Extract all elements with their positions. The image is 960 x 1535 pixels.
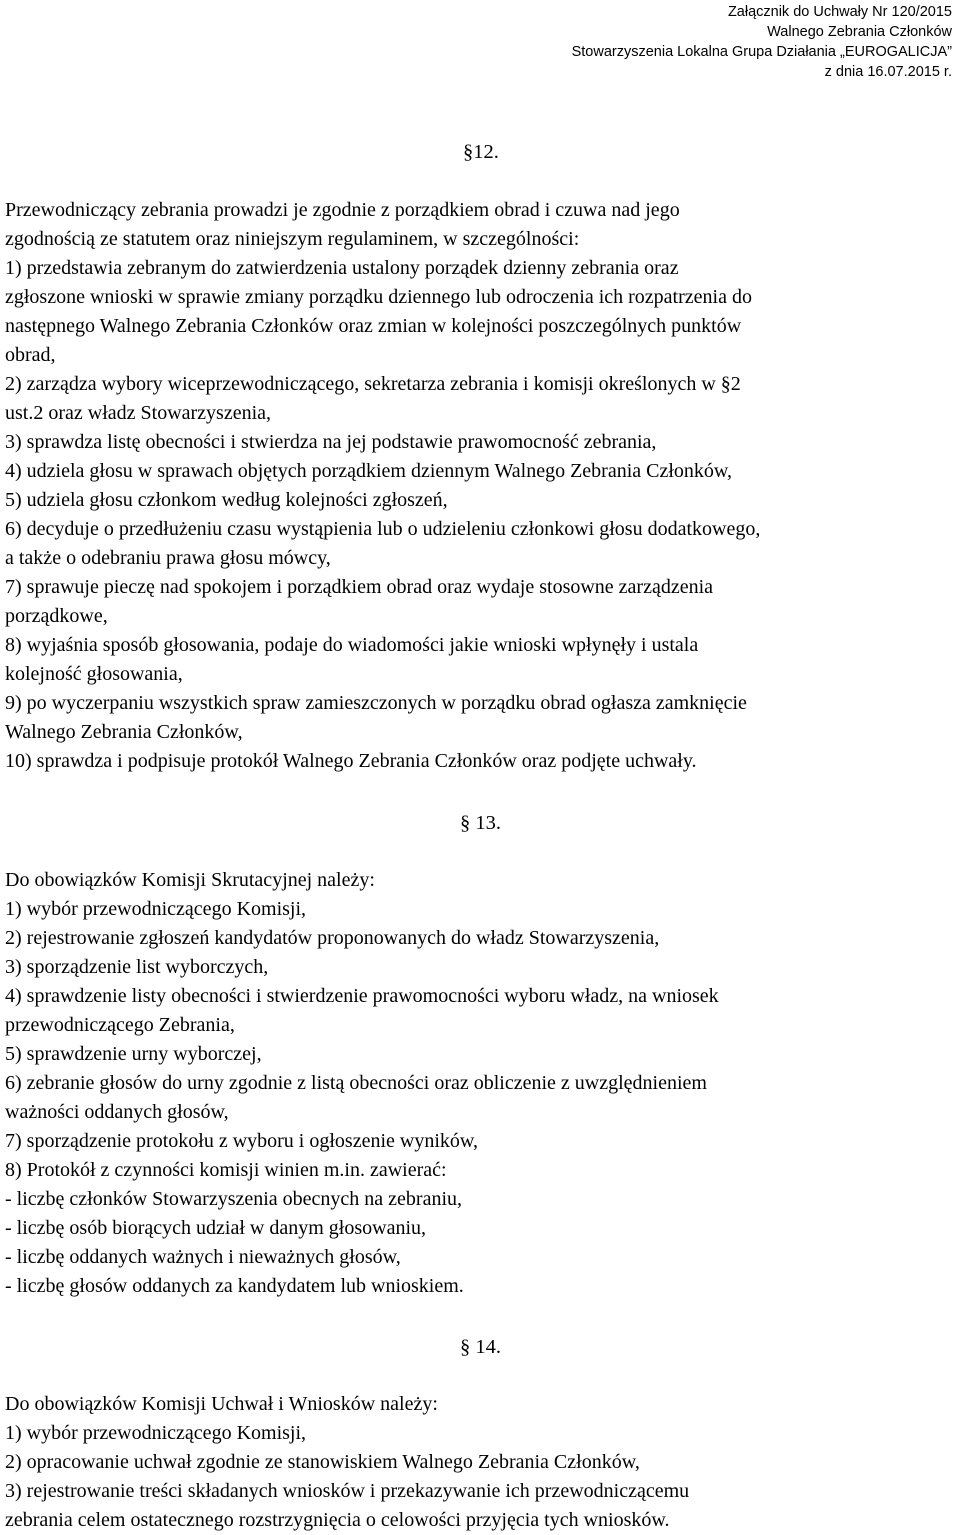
section-title-13: § 13. bbox=[460, 812, 501, 834]
text-line: 5) udziela głosu członkom według kolejności zgłoszeń, bbox=[5, 489, 448, 511]
text-line: 2) opracowanie uchwał zgodnie ze stanowiskiem Walnego Zebrania Członków, bbox=[5, 1451, 640, 1473]
text-line: 1) wybór przewodniczącego Komisji, bbox=[5, 898, 307, 920]
text-line: 4) sprawdzenie listy obecności i stwierdzenie prawomocności wyboru władz, na wniosek bbox=[5, 985, 719, 1007]
text-line: 9) po wyczerpaniu wszystkich spraw zamieszczonych w porządku obrad ogłasza zamknięcie bbox=[5, 692, 747, 714]
text-line: ważności oddanych głosów, bbox=[5, 1101, 229, 1123]
text-line: 6) zebranie głosów do urny zgodnie z listą obecności oraz obliczenie z uwzględnieniem bbox=[5, 1072, 707, 1094]
text-line: 3) sporządzenie list wyborczych, bbox=[5, 956, 269, 978]
text-line: porządkowe, bbox=[5, 605, 108, 627]
section-13-text bbox=[5, 866, 955, 1301]
text-line: 8) wyjaśnia sposób głosowania, podaje do wiadomości jakie wnioski wpłynęły i ustala bbox=[5, 634, 699, 656]
text-line: 3) rejestrowanie treści składanych wniosków i przekazywanie ich przewodniczącemu bbox=[5, 1480, 690, 1502]
text-line: zebrania celem ostatecznego rozstrzygnięcia o celowości przyjęcia tych wniosków. bbox=[5, 1509, 670, 1531]
text-line: 7) sprawuje pieczę nad spokojem i porządkiem obrad oraz wydaje stosowne zarządzenia bbox=[5, 576, 714, 598]
header-line: Stowarzyszenia Lokalna Grupa Działania „EUROGALICJA” bbox=[571, 44, 952, 60]
text-line: przewodniczącego Zebrania, bbox=[5, 1014, 235, 1036]
text-line: 4) udziela głosu w sprawach objętych porządkiem dziennym Walnego Zebrania Członków, bbox=[5, 460, 733, 482]
text-line: Do obowiązków Komisji Skrutacyjnej należy: bbox=[5, 869, 375, 891]
header-line: z dnia 16.07.2015 r. bbox=[824, 64, 952, 80]
text-line: - liczbę osób biorących udział w danym głosowaniu, bbox=[5, 1217, 426, 1239]
section-12-text bbox=[5, 196, 955, 776]
text-line: zgłoszone wnioski w sprawie zmiany porządku dziennego lub odroczenia ich rozpatrzenia do bbox=[5, 286, 752, 308]
text-line: 6) decyduje o przedłużeniu czasu wystąpienia lub o udzieleniu członkowi głosu dodatkowego, bbox=[5, 518, 761, 540]
text-line: 2) rejestrowanie zgłoszeń kandydatów proponowanych do władz Stowarzyszenia, bbox=[5, 927, 660, 949]
text-line: - liczbę członków Stowarzyszenia obecnych na zebraniu, bbox=[5, 1188, 463, 1210]
text-line: 7) sporządzenie protokołu z wyboru i ogłoszenie wyników, bbox=[5, 1130, 479, 1152]
section-title-14: § 14. bbox=[460, 1336, 501, 1358]
text-line: 5) sprawdzenie urny wyborczej, bbox=[5, 1043, 262, 1065]
text-line: - liczbę głosów oddanych za kandydatem lub wnioskiem. bbox=[5, 1275, 464, 1297]
text-line: 1) wybór przewodniczącego Komisji, bbox=[5, 1422, 307, 1444]
text-line: ust.2 oraz władz Stowarzyszenia, bbox=[5, 402, 272, 424]
text-line: Do obowiązków Komisji Uchwał i Wniosków należy: bbox=[5, 1393, 438, 1415]
text-line: Przewodniczący zebrania prowadzi je zgodnie z porządkiem obrad i czuwa nad jego bbox=[5, 199, 680, 221]
text-line: 10) sprawdza i podpisuje protokół Walnego Zebrania Członków oraz podjęte uchwały. bbox=[5, 750, 697, 772]
text-line: a także o odebraniu prawa głosu mówcy, bbox=[5, 547, 331, 569]
document-header bbox=[572, 2, 952, 82]
text-line: - liczbę oddanych ważnych i nieważnych głosów, bbox=[5, 1246, 401, 1268]
header-line: Walnego Zebrania Członków bbox=[767, 24, 952, 40]
text-line: kolejność głosowania, bbox=[5, 663, 183, 685]
section-14-text bbox=[5, 1390, 955, 1535]
text-line: zgodnością ze statutem oraz niniejszym regulaminem, w szczególności: bbox=[5, 228, 580, 250]
text-line: 2) zarządza wybory wiceprzewodniczącego, sekretarza zebrania i komisji określonych w §2 bbox=[5, 373, 741, 395]
text-line: następnego Walnego Zebrania Członków oraz zmian w kolejności poszczególnych punktów bbox=[5, 315, 742, 337]
text-line: Walnego Zebrania Członków, bbox=[5, 721, 243, 743]
text-line: 8) Protokół z czynności komisji winien m.in. zawierać: bbox=[5, 1159, 447, 1181]
header-line: Załącznik do Uchwały Nr 120/2015 bbox=[727, 4, 952, 20]
text-line: obrad, bbox=[5, 344, 56, 366]
text-line: 1) przedstawia zebranym do zatwierdzenia ustalony porządek dzienny zebrania oraz bbox=[5, 257, 679, 279]
section-title-12: §12. bbox=[463, 141, 499, 163]
text-line: 3) sprawdza listę obecności i stwierdza na jej podstawie prawomocność zebrania, bbox=[5, 431, 657, 453]
